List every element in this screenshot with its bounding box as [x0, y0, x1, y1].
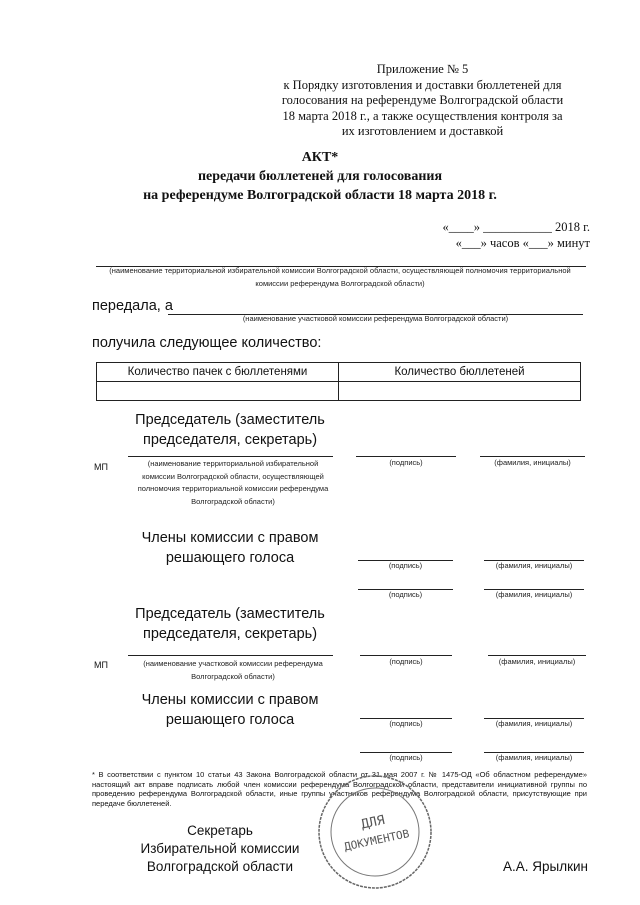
table-header: Количество пачек с бюллетенями [97, 363, 339, 382]
footnote: * В соответствии с пунктом 10 статьи 43 Закона Волгоградской области от 31 мая 2007 г. № 1475-ОД «Об областном референдуме» настоящий акт вправе подписать любой член комиссии референдума Волгоградской области, представители инициативной группы по проведению референдума Волгоградской области, иные группы участников референдума Волгоградской области, присутствующие при передаче бюллетеней. [92, 770, 587, 808]
org-caption [128, 458, 338, 508]
signature-caption: (подпись) [388, 561, 423, 570]
org-line [128, 655, 333, 656]
table-row [97, 382, 581, 401]
time-line: «___» часов «___» минут [455, 236, 590, 250]
appendix-block [270, 62, 575, 140]
name-line [488, 655, 586, 656]
signature-caption: (подпись) [389, 719, 423, 728]
name-caption: (фамилия, инициалы) [495, 590, 573, 599]
name-caption: (фамилия, инициалы) [495, 753, 573, 762]
territorial-caption: (наименование территориальной избирательной комиссии Волгоградской области, осуществляющей полномочия территориальной [109, 266, 571, 275]
chairman-role: Председатель (заместитель председателя, секретарь) [135, 412, 325, 448]
seal-mark: МП [94, 660, 108, 670]
precinct-caption: (наименование участковой комиссии референдума Волгоградской области) [242, 314, 509, 323]
quantity-table [96, 362, 581, 401]
signoff-title [110, 822, 330, 876]
appendix-line: к Порядку изготовления и доставки бюллетеней для [283, 77, 562, 92]
chairman-role: Председатель (заместитель председателя, секретарь) [135, 606, 325, 642]
appendix-line: голосования на референдуме Волгоградской области [281, 93, 564, 107]
table-header-row [97, 363, 581, 382]
signoff-name: А.А. Ярылкин [502, 859, 588, 874]
transferred-label: передала, а [92, 298, 173, 314]
signoff-line: Избирательной комиссии [140, 841, 300, 856]
territorial-caption: комиссии референдума Волгоградской области) [255, 279, 425, 288]
org-caption-line: (наименование территориальной избирательной [147, 459, 319, 468]
org-caption [128, 657, 338, 683]
table-cell [339, 382, 581, 401]
act-subtitle: на референдуме Волгоградской области 18 марта 2018 г. [143, 188, 497, 203]
name-line [480, 456, 585, 457]
org-line [128, 456, 333, 457]
name-caption: (фамилия, инициалы) [498, 657, 576, 666]
members-role: Члены комиссии с правом решающего голоса [141, 530, 319, 566]
received-label: получила следующее количество: [92, 335, 322, 351]
org-caption-line: комиссии Волгоградской области, осуществляющей [142, 471, 324, 481]
table-cell [97, 382, 339, 401]
act-title: АКТ* [301, 150, 339, 165]
stamp-text: ДОКУМЕНТОВ [343, 827, 411, 854]
signature-caption: (подпись) [388, 590, 423, 599]
org-caption-line: Волгоградской области) [191, 496, 275, 506]
stamp-seal [315, 772, 435, 892]
org-caption-line: Волгоградской области) [191, 672, 275, 681]
members-role: Члены комиссии с правом решающего голоса [141, 692, 319, 728]
act-subtitle: передачи бюллетеней для голосования [197, 169, 443, 184]
signature-line [360, 655, 452, 656]
seal-mark: МП [94, 462, 108, 472]
table-header: Количество бюллетеней [339, 363, 581, 382]
name-caption: (фамилия, инициалы) [495, 561, 573, 570]
name-caption: (фамилия, инициалы) [494, 458, 571, 467]
appendix-line: их изготовлением и доставкой [341, 124, 504, 138]
signature-line [356, 456, 456, 457]
name-caption: (фамилия, инициалы) [495, 719, 573, 728]
org-caption-line: полномочия территориальной комиссии референдума [137, 484, 329, 493]
signoff-line: Секретарь [187, 823, 253, 838]
signoff-line: Волгоградской области [146, 859, 294, 874]
date-line: «____» ___________ 2018 г. [442, 220, 590, 234]
signature-caption: (подпись) [389, 458, 423, 467]
appendix-line: 18 марта 2018 г., а также осуществления контроля за [282, 108, 563, 123]
signature-caption: (подпись) [389, 753, 423, 762]
appendix-number: Приложение № 5 [376, 62, 469, 76]
signature-caption: (подпись) [389, 657, 423, 666]
stamp-text: ДЛЯ [359, 812, 387, 833]
org-caption-line: (наименование участковой комиссии референдума [143, 659, 323, 668]
